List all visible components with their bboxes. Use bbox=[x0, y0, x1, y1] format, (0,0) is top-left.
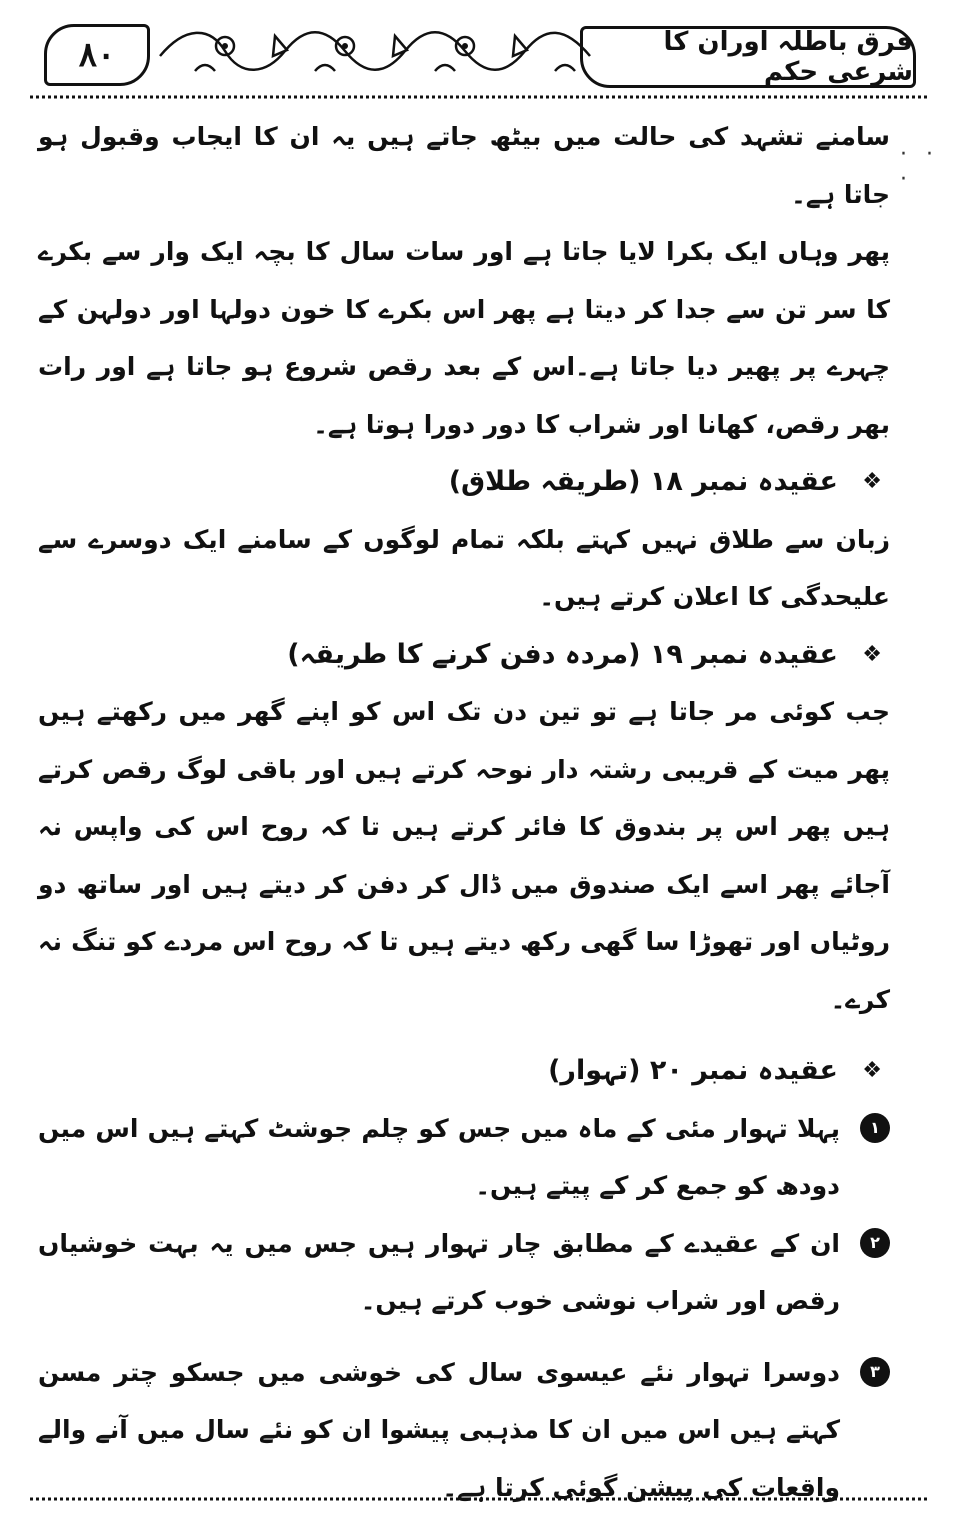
margin-dots: · · · bbox=[900, 142, 939, 192]
section-20-title: عقیدہ نمبر ۲۰ (تہوار) bbox=[548, 1055, 838, 1086]
paragraph-1: سامنے تشہد کی حالت میں بیٹھ جاتے ہیں یہ ان کا ایجاب وقبول ہو جاتا ہے۔ bbox=[38, 122, 890, 209]
section-18-text: زبان سے طلاق نہیں کہتے بلکہ تمام لوگوں کے سامنے ایک دوسرے سے علیحدگی کا اعلان کرتے ہیں۔ bbox=[38, 524, 890, 611]
section-19-heading bbox=[38, 626, 890, 684]
page-number: ٨٠ bbox=[44, 24, 150, 86]
number-badge-icon: ٢ bbox=[860, 1228, 890, 1258]
list-item bbox=[38, 1100, 890, 1215]
number-badge-icon: ٣ bbox=[860, 1357, 890, 1387]
list-item bbox=[38, 1344, 890, 1517]
list-item-text: پہلا تہوار مئی کے ماہ میں جس کو چلم جوشٹ کہتے ہیں اس میں دودھ کو جمع کر کے پیتے ہیں۔ bbox=[38, 1113, 840, 1200]
section-18-title: عقیدہ نمبر ۱۸ (طریقہ طلاق) bbox=[448, 466, 838, 497]
section-18-heading bbox=[38, 453, 890, 511]
floral-ornament-icon bbox=[155, 16, 595, 86]
header-divider bbox=[30, 94, 930, 100]
page-body bbox=[38, 108, 890, 1516]
diamond-bullet-icon: ❖ bbox=[862, 641, 882, 667]
list-item-text: ان کے عقیدے کے مطابق چار تہوار ہیں جس میں یہ بہت خوشیاں رقص اور شراب نوشی خوب کرتے ہیں۔ bbox=[38, 1228, 840, 1315]
list-item bbox=[38, 1215, 890, 1330]
section-19-title: عقیدہ نمبر ۱۹ (مردہ دفن کرنے کا طریقہ) bbox=[287, 638, 838, 670]
number-badge-icon: ١ bbox=[860, 1113, 890, 1143]
book-title: فرق باطلہ اوران کا شرعی حکم bbox=[580, 26, 916, 88]
paragraph-2: پھر وہاں ایک بکرا لایا جاتا ہے اور سات سال کا بچہ ایک وار سے بکرے کا سر تن سے جدا کر دیتا ہے پھر اس بکرے کا خون دولہا اور دولہن کے چہرے پر پھیر دیا جاتا ہے۔اس کے بعد رقص شروع ہو جاتا ہے اور رات بھر رقص، کھانا اور شراب کا دور دورا ہوتا ہے۔ bbox=[38, 237, 890, 439]
section-19-text: جب کوئی مر جاتا ہے تو تین دن تک اس کو اپنے گھر میں رکھتے ہیں پھر میت کے قریبی رشتہ دار نوحہ کرتے ہیں اور باقی لوگ رقص کرتے ہیں پھر اس پر بندوق کا فائر کرتے ہیں تا کہ روح اس کی واپس نہ آجائے پھر اسے ایک صندوق میں ڈال کر دفن کر دیتے ہیں اور ساتھ دو روٹیاں اور تھوڑا سا گھی رکھ دیتے ہیں تا کہ روح اس مردے کو تنگ نہ کرے۔ bbox=[38, 697, 890, 1014]
section-20-heading bbox=[38, 1042, 890, 1100]
footer-divider bbox=[30, 1496, 930, 1502]
page-header bbox=[30, 12, 930, 100]
diamond-bullet-icon: ❖ bbox=[862, 469, 882, 494]
list-item-text: دوسرا تہوار نئے عیسوی سال کی خوشی میں جسکو چتر مسن کہتے ہیں اس میں ان کا مذہبی پیشوا ان کو نئے سال میں آنے والے واقعات کی پیشن گوئی کرتا ہے۔ bbox=[38, 1357, 840, 1502]
diamond-bullet-icon: ❖ bbox=[862, 1058, 882, 1083]
